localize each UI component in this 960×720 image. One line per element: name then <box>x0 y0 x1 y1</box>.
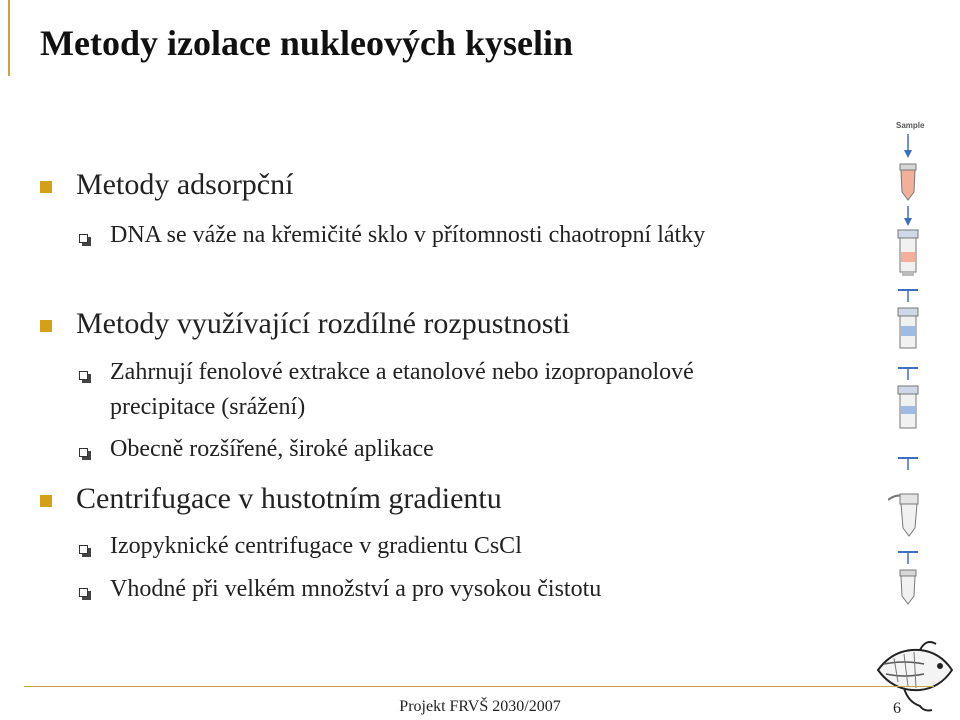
checkbox-bullet-icon <box>79 588 88 597</box>
centrifuge-icon <box>898 290 918 302</box>
sub-bullet: Vhodné při velkém množství a pro vysokou čistotu <box>110 576 602 602</box>
sub-bullet: DNA se váže na křemičité sklo v přítomnosti chaotropní látky <box>110 222 706 248</box>
bullet-adsorption: Metody adsorpční <box>76 168 294 201</box>
bullet-gradient: Centrifugace v hustotním gradientu <box>76 482 502 515</box>
column-tube-icon <box>898 386 918 428</box>
sub-bullet: Izopyknické centrifugace v gradientu CsCl <box>110 533 522 559</box>
final-tube-icon <box>900 570 916 604</box>
elution-tube-icon <box>888 494 918 536</box>
centrifuge-icon <box>898 458 918 470</box>
centrifuge-icon <box>898 368 918 380</box>
bullet-square-icon <box>40 181 52 193</box>
checkbox-bullet-icon <box>79 371 88 380</box>
spin-column-diagram <box>888 112 938 612</box>
bullet-square-icon <box>40 495 52 507</box>
sub-bullet: Zahrnují fenolové extrakce a etanolové nebo izopropanolové <box>110 359 694 385</box>
bullet-square-icon <box>40 320 52 332</box>
checkbox-bullet-icon <box>79 545 88 554</box>
page-number: 6 <box>893 700 901 717</box>
column-tube-icon <box>898 308 918 348</box>
slide-title: Metody izolace nukleových kyselin <box>40 23 573 63</box>
bullet-solubility: Metody využívající rozdílné rozpustnosti <box>76 307 571 340</box>
left-accent-bar <box>8 0 10 76</box>
footer-text: Projekt FRVŠ 2030/2007 <box>399 698 561 715</box>
diagram-label: Sample <box>896 121 925 130</box>
footer-rule <box>24 686 934 687</box>
sub-bullet-continuation: precipitace (srážení) <box>110 394 306 420</box>
sub-bullet: Obecně rozšířené, široké aplikace <box>110 436 434 462</box>
column-tube-icon <box>898 230 918 276</box>
checkbox-bullet-icon <box>79 234 88 243</box>
checkbox-bullet-icon <box>79 448 88 457</box>
sample-tube-icon <box>900 164 916 200</box>
centrifuge-icon <box>898 552 918 564</box>
